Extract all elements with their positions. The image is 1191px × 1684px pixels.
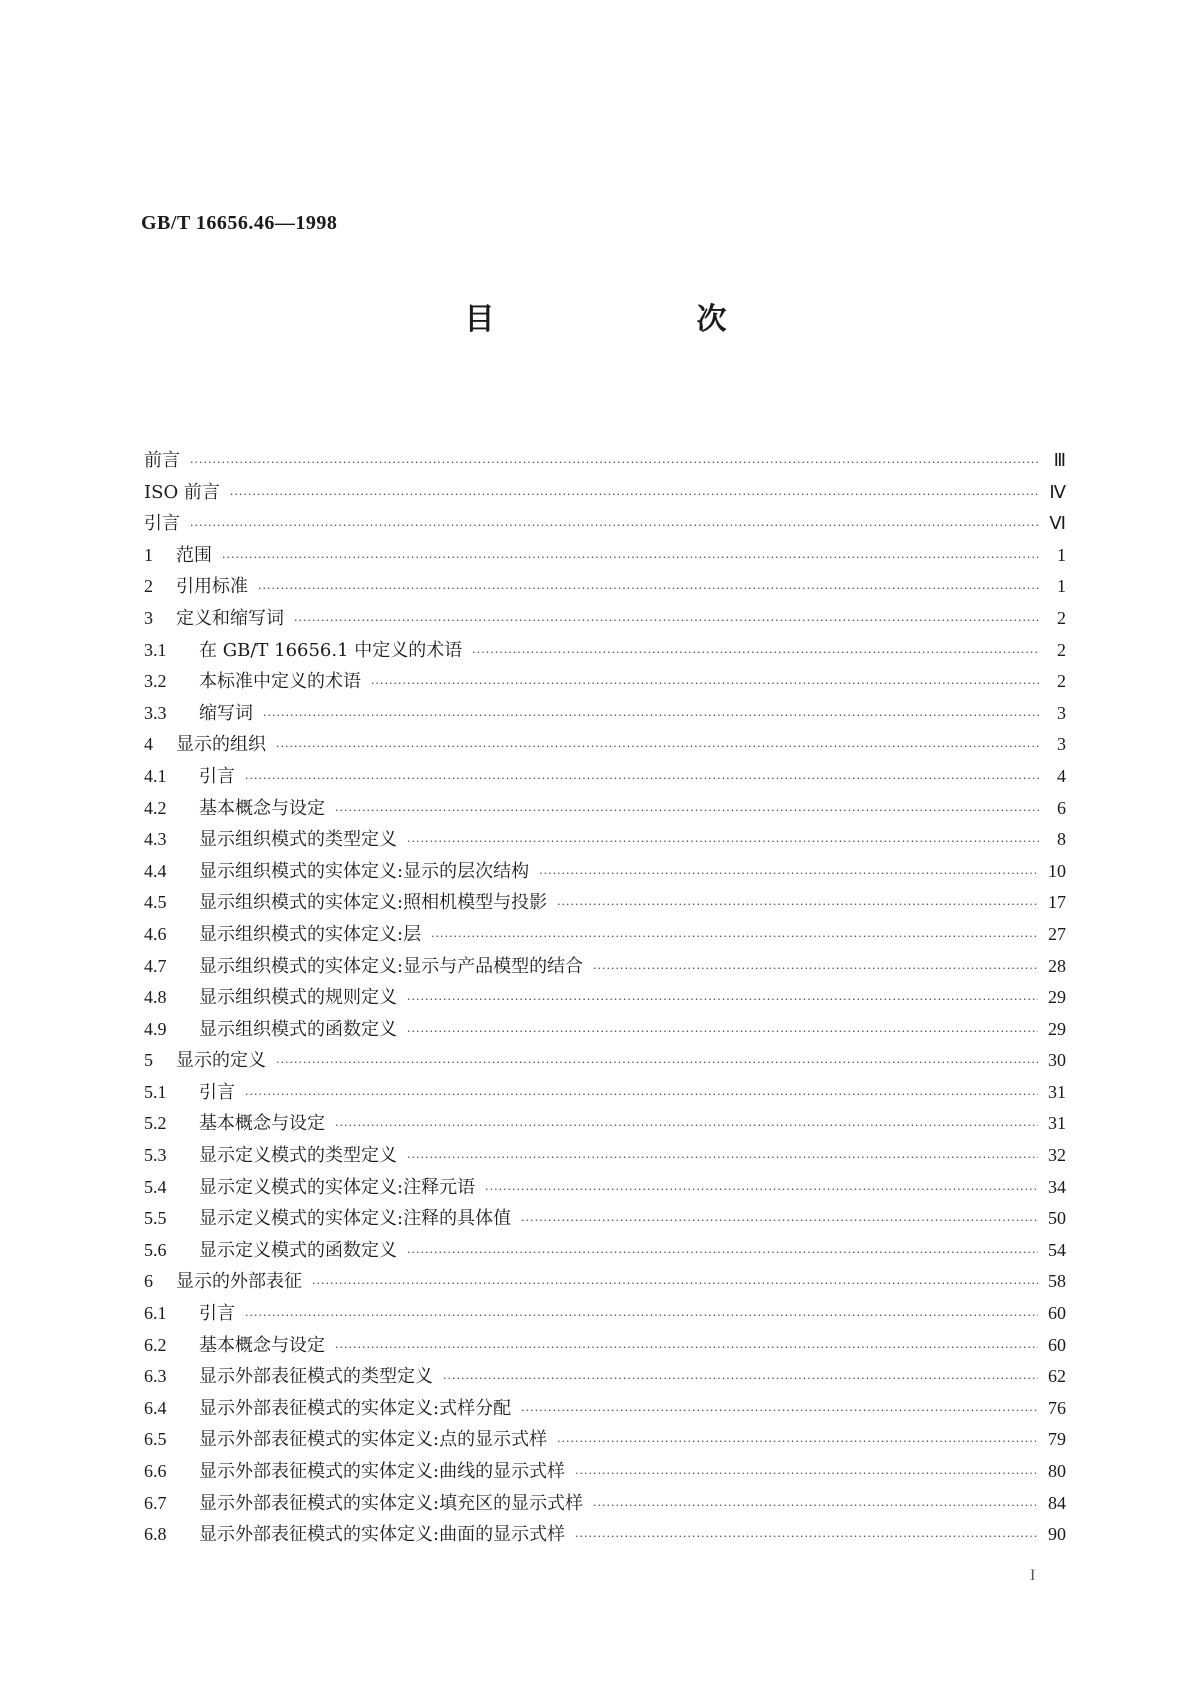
toc-entry-page: Ⅳ [1049, 481, 1066, 502]
toc-entry-number: 1 [144, 544, 153, 565]
page-number: I [1030, 1567, 1036, 1584]
toc-entry-page: 84 [1048, 1492, 1066, 1513]
toc-entry-page: 80 [1048, 1461, 1066, 1481]
toc-leader-dots [472, 646, 1040, 659]
toc-entry-page: 2 [1057, 671, 1066, 692]
toc-entry-title: 引用标准 [176, 576, 248, 598]
toc-entry-number: 3 [144, 607, 153, 628]
toc-leader-dots [593, 1499, 1038, 1512]
toc-leader-dots [294, 614, 1040, 627]
toc-entry-number: 4.5 [144, 892, 167, 913]
toc-entry-title: 基本概念与设定 [199, 797, 325, 819]
toc-entry-title: 范围 [176, 544, 212, 566]
toc-entry-page: 8 [1057, 829, 1066, 850]
toc-entry[interactable] [144, 888, 1066, 920]
standard-number: GB/T 16656.46—1998 [141, 212, 338, 234]
toc-entry-number: 6 [144, 1271, 153, 1292]
toc-entry-title: 显示外部表征模式的类型定义 [199, 1366, 433, 1388]
toc-leader-dots [312, 1277, 1038, 1290]
toc-entry-title: 显示组织模式的实体定义:显示的层次结构 [199, 860, 530, 882]
toc-entry[interactable] [144, 1109, 1066, 1141]
toc-entry-page: 76 [1048, 1397, 1066, 1418]
toc-leader-dots [263, 709, 1040, 722]
toc-leader-dots [407, 1151, 1038, 1164]
toc-entry-page: 2 [1057, 639, 1066, 660]
toc-entry-number: 6.2 [144, 1334, 167, 1355]
toc-leader-dots [521, 1214, 1038, 1227]
toc-leader-dots [190, 456, 1040, 469]
toc-entry[interactable] [144, 1173, 1066, 1205]
toc-entry-page: 58 [1048, 1271, 1066, 1292]
toc-entry-title: 引言 [199, 765, 235, 787]
toc-entry-number: 5 [144, 1050, 153, 1071]
toc-entry-number: 4.7 [144, 955, 167, 976]
toc-entry-title: 定义和缩写词 [176, 607, 284, 629]
toc-entry-page: Ⅲ [1053, 450, 1066, 470]
toc-entry-number: 6.3 [144, 1366, 167, 1387]
toc-leader-dots [371, 677, 1040, 690]
toc-entry-number: 4 [144, 734, 153, 755]
toc-entry-page: 62 [1048, 1366, 1066, 1387]
toc-entry-title: 显示外部表征模式的实体定义:式样分配 [199, 1397, 512, 1419]
toc-entry[interactable] [144, 699, 1066, 731]
toc-entry-title: 本标准中定义的术语 [199, 671, 361, 693]
toc-leader-dots [245, 1088, 1038, 1101]
toc-leader-dots [557, 1435, 1038, 1448]
toc-leader-dots [557, 898, 1038, 911]
toc-entry-page: 34 [1048, 1176, 1066, 1197]
toc-entry[interactable] [144, 1141, 1066, 1173]
toc-leader-dots [276, 740, 1040, 753]
toc-entry-title: 显示组织模式的规则定义 [199, 987, 397, 1009]
toc-entry-number: 5.3 [144, 1145, 167, 1166]
toc-entry[interactable] [144, 636, 1066, 668]
toc-entry[interactable] [144, 1425, 1066, 1457]
toc-entry-page: 29 [1048, 1018, 1066, 1039]
toc-entry[interactable] [144, 1299, 1066, 1331]
toc-entry[interactable] [144, 1236, 1066, 1268]
toc-entry[interactable] [144, 1204, 1066, 1236]
toc-entry-page: 29 [1048, 987, 1066, 1008]
toc-entry-title: 引言 [144, 513, 180, 535]
toc-entry[interactable] [144, 1457, 1066, 1489]
toc-entry[interactable] [144, 794, 1066, 826]
toc-entry-title: 引言 [199, 1303, 235, 1325]
toc-entry-title: 缩写词 [199, 702, 253, 724]
toc-entry-title: 显示定义模式的类型定义 [199, 1145, 397, 1167]
toc-leader-dots [276, 1056, 1038, 1069]
toc-entry-title: 前言 [144, 450, 180, 471]
toc-entry-page: 28 [1048, 955, 1066, 976]
toc-entry-page: 90 [1048, 1524, 1066, 1545]
toc-entry-number: 3.2 [144, 671, 167, 692]
toc-entry-page: 1 [1057, 544, 1066, 565]
toc-entry-page: 60 [1048, 1334, 1066, 1355]
toc-entry-number: 6.5 [144, 1429, 167, 1450]
toc-entry[interactable] [144, 1015, 1066, 1047]
toc-entry-page: 2 [1057, 607, 1066, 628]
toc-entry-title: 显示外部表征模式的实体定义:曲线的显示式样 [199, 1461, 566, 1482]
toc-entry-title: 显示外部表征模式的实体定义:点的显示式样 [199, 1429, 548, 1451]
toc-entry-title: 基本概念与设定 [199, 1334, 325, 1356]
toc-entry-page: 54 [1048, 1239, 1066, 1260]
toc-entry-number: 4.8 [144, 987, 167, 1008]
toc-entry-page: 10 [1048, 860, 1066, 881]
toc-entry-number: 5.2 [144, 1113, 167, 1134]
toc-entry-page: 3 [1057, 702, 1066, 723]
toc-entry-title: 显示组织模式的实体定义:层 [199, 923, 422, 945]
toc-entry-number: 2 [144, 576, 153, 597]
toc-entry-number: 4.2 [144, 797, 167, 818]
toc-entry[interactable] [144, 1394, 1066, 1426]
toc-entry-title: 显示的组织 [176, 734, 266, 756]
toc-entry[interactable] [144, 1331, 1066, 1363]
toc-leader-dots [407, 1025, 1038, 1038]
table-of-contents [144, 446, 1066, 1552]
toc-entry-page: 31 [1048, 1081, 1066, 1102]
toc-entry[interactable] [144, 825, 1066, 857]
toc-entry-title: 显示定义模式的实体定义:注释元语 [199, 1176, 476, 1198]
toc-entry-title: ISO 前言 [144, 481, 220, 503]
page-title: 目 次 [464, 302, 813, 337]
toc-leader-dots [245, 772, 1040, 785]
toc-entry-page: Ⅵ [1049, 513, 1066, 534]
toc-entry[interactable] [144, 857, 1066, 889]
toc-entry-title: 显示组织模式的类型定义 [199, 829, 397, 851]
toc-leader-dots [443, 1372, 1038, 1385]
toc-entry-title: 显示组织模式的实体定义:显示与产品模型的结合 [199, 955, 584, 977]
toc-entry[interactable] [144, 1362, 1066, 1394]
toc-leader-dots [407, 993, 1038, 1006]
toc-entry[interactable] [144, 572, 1066, 604]
toc-entry-number: 4.4 [144, 860, 167, 881]
toc-leader-dots [407, 835, 1040, 848]
toc-entry[interactable] [144, 446, 1066, 478]
toc-entry-title: 基本概念与设定 [199, 1113, 325, 1135]
toc-entry-number: 6.8 [144, 1524, 167, 1545]
toc-entry-title: 引言 [199, 1081, 235, 1103]
toc-leader-dots [335, 804, 1040, 817]
toc-leader-dots [335, 1341, 1038, 1354]
toc-entry-number: 4.9 [144, 1018, 167, 1039]
toc-entry-page: 4 [1057, 765, 1066, 786]
toc-entry[interactable] [144, 730, 1066, 762]
toc-entry[interactable] [144, 509, 1066, 541]
toc-entry[interactable] [144, 920, 1066, 952]
toc-leader-dots [575, 1530, 1038, 1543]
toc-entry[interactable] [144, 983, 1066, 1015]
toc-entry-number: 3.3 [144, 702, 167, 723]
toc-entry-page: 6 [1057, 797, 1066, 818]
toc-entry-number: 3.1 [144, 639, 167, 660]
toc-entry[interactable] [144, 478, 1066, 510]
toc-entry-title: 显示外部表征模式的实体定义:曲面的显示式样 [199, 1524, 566, 1546]
toc-leader-dots [539, 867, 1038, 880]
toc-entry[interactable] [144, 1267, 1066, 1299]
toc-entry-title: 显示定义模式的实体定义:注释的具体值 [199, 1208, 512, 1230]
toc-entry[interactable] [144, 1078, 1066, 1110]
toc-entry-page: 50 [1048, 1208, 1066, 1229]
toc-entry[interactable] [144, 1046, 1066, 1078]
toc-leader-dots [485, 1183, 1038, 1196]
toc-leader-dots [593, 962, 1038, 975]
toc-entry[interactable] [144, 1520, 1066, 1552]
toc-entry-title: 在 GB/T 16656.1 中定义的术语 [199, 639, 463, 661]
toc-leader-dots [258, 582, 1040, 595]
toc-leader-dots [407, 1246, 1038, 1259]
toc-leader-dots [222, 551, 1040, 564]
toc-leader-dots [521, 1404, 1038, 1417]
toc-leader-dots [245, 1309, 1038, 1322]
toc-entry-page: 60 [1048, 1303, 1066, 1324]
toc-entry-title: 显示外部表征模式的实体定义:填充区的显示式样 [199, 1492, 584, 1514]
toc-entry-page: 32 [1048, 1145, 1066, 1166]
toc-entry-page: 17 [1048, 892, 1066, 913]
toc-entry-title: 显示组织模式的实体定义:照相机模型与投影 [199, 892, 548, 914]
toc-entry-number: 4.3 [144, 829, 167, 850]
toc-entry[interactable] [144, 1489, 1066, 1521]
toc-entry-page: 79 [1048, 1429, 1066, 1450]
toc-leader-dots [431, 930, 1038, 943]
toc-entry-page: 1 [1057, 576, 1066, 597]
toc-leader-dots [190, 519, 1039, 532]
toc-entry-title: 显示的定义 [176, 1050, 266, 1072]
toc-leader-dots [575, 1467, 1038, 1480]
toc-entry-page: 3 [1057, 734, 1066, 755]
toc-leader-dots [335, 1119, 1038, 1132]
toc-entry-number: 6.6 [144, 1461, 167, 1481]
toc-entry-number: 4.1 [144, 765, 167, 786]
toc-entry-number: 4.6 [144, 923, 167, 944]
toc-entry-page: 27 [1048, 923, 1066, 944]
toc-entry[interactable] [144, 541, 1066, 573]
toc-entry[interactable] [144, 762, 1066, 794]
toc-entry-page: 31 [1048, 1113, 1066, 1134]
toc-entry-number: 6.4 [144, 1397, 167, 1418]
toc-entry-title: 显示的外部表征 [176, 1271, 302, 1293]
toc-entry[interactable] [144, 667, 1066, 699]
toc-entry-number: 5.1 [144, 1081, 167, 1102]
toc-entry-number: 5.4 [144, 1176, 167, 1197]
toc-entry-page: 30 [1048, 1050, 1066, 1071]
toc-entry-number: 6.1 [144, 1303, 167, 1324]
toc-entry[interactable] [144, 604, 1066, 636]
toc-entry-number: 5.5 [144, 1208, 167, 1229]
toc-entry-title: 显示定义模式的函数定义 [199, 1239, 397, 1261]
toc-entry[interactable] [144, 952, 1066, 984]
toc-entry-number: 6.7 [144, 1492, 167, 1513]
toc-entry-number: 5.6 [144, 1239, 167, 1260]
toc-entry-title: 显示组织模式的函数定义 [199, 1018, 397, 1040]
toc-leader-dots [230, 488, 1039, 501]
